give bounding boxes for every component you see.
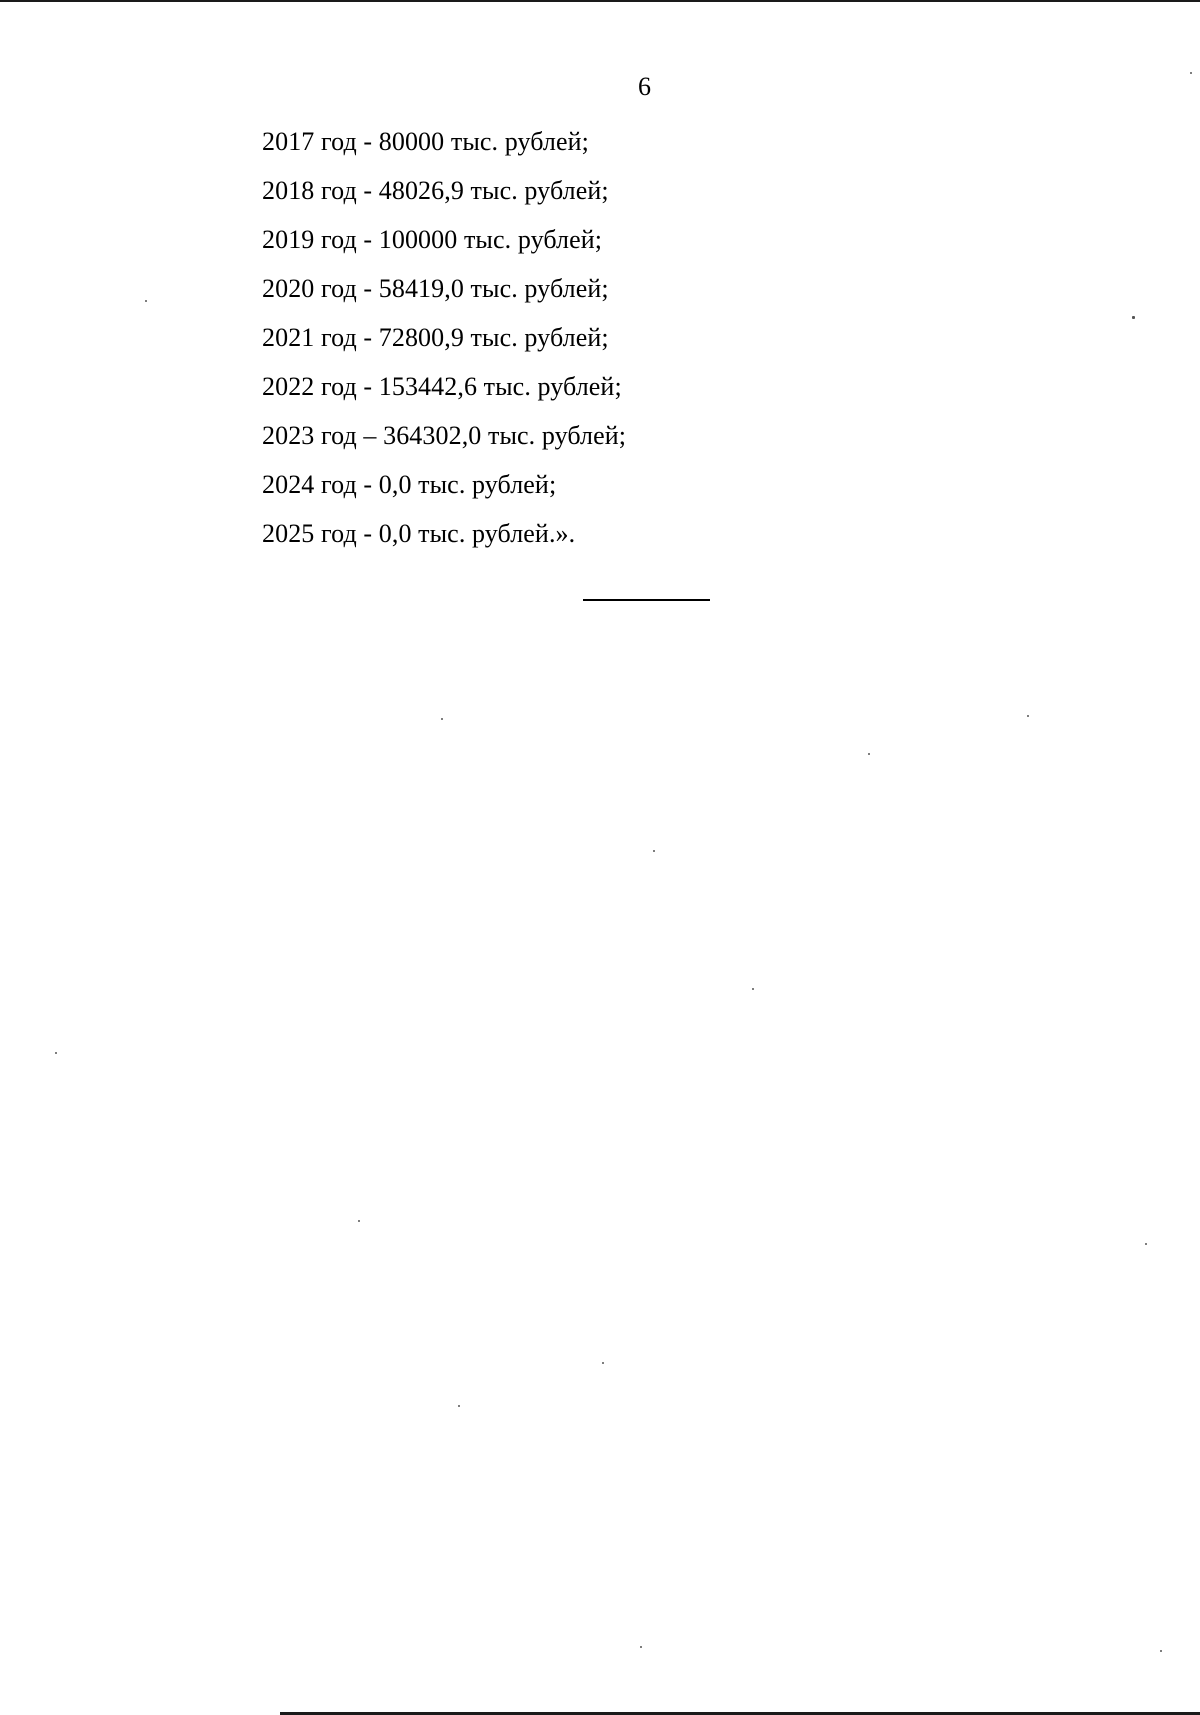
scan-speck <box>653 850 655 852</box>
scan-speck <box>868 753 870 755</box>
funding-line-2019: 2019 год - 100000 тыс. рублей; <box>262 225 603 254</box>
scan-speck <box>1190 72 1192 74</box>
funding-line-2018: 2018 год - 48026,9 тыс. рублей; <box>262 176 609 205</box>
scan-speck <box>1160 1650 1162 1652</box>
scan-speck <box>458 1405 460 1407</box>
funding-line-2020: 2020 год - 58419,0 тыс. рублей; <box>262 274 609 303</box>
funding-by-year-list <box>262 117 626 558</box>
scan-edge-top <box>0 0 1200 2</box>
scan-speck <box>441 718 443 720</box>
funding-line-2021: 2021 год - 72800,9 тыс. рублей; <box>262 323 609 352</box>
scan-speck <box>1132 316 1135 319</box>
scan-speck <box>1027 715 1029 717</box>
scan-speck <box>55 1052 57 1054</box>
funding-line-2025: 2025 год - 0,0 тыс. рублей.». <box>262 519 576 548</box>
funding-line-2022: 2022 год - 153442,6 тыс. рублей; <box>262 372 622 401</box>
funding-line-2017: 2017 год - 80000 тыс. рублей; <box>262 127 589 156</box>
funding-line-2024: 2024 год - 0,0 тыс. рублей; <box>262 470 557 499</box>
end-of-text-rule <box>583 599 710 601</box>
scan-speck <box>752 988 754 990</box>
scan-speck <box>145 300 147 302</box>
scan-speck <box>1145 1243 1147 1245</box>
scan-speck <box>358 1220 360 1222</box>
page-number: 6 <box>638 72 651 101</box>
scan-speck <box>640 1646 642 1648</box>
funding-line-2023: 2023 год – 364302,0 тыс. рублей; <box>262 421 627 450</box>
scan-speck <box>602 1362 604 1364</box>
